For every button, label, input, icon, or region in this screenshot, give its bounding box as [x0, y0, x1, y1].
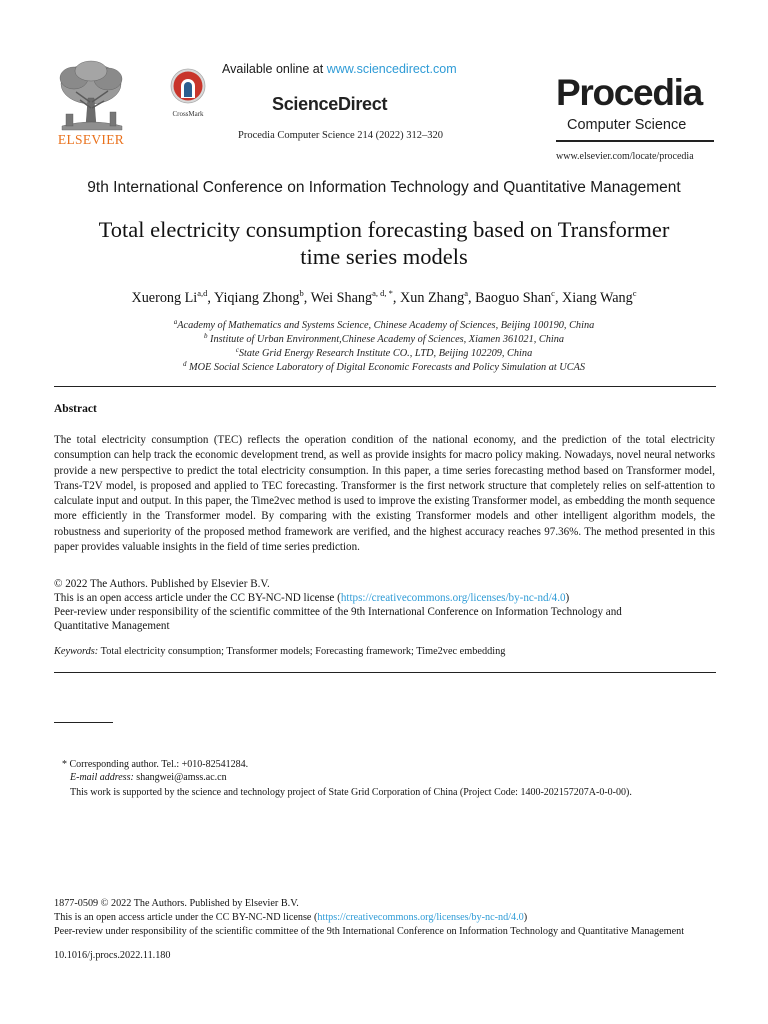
issn-line: 1877-0509 © 2022 The Authors. Published by Elsevier B.V.	[54, 898, 299, 909]
affiliation-sup: b	[203, 332, 208, 340]
journal-url[interactable]: www.elsevier.com/locate/procedia	[556, 151, 694, 162]
license-link[interactable]: https://creativecommons.org/licenses/by-nc-nd/4.0	[340, 592, 566, 604]
author-sup: c	[551, 288, 555, 298]
author-name: Wei Shang	[310, 290, 373, 306]
section-rule	[54, 386, 716, 387]
author-name: Xuerong Li	[131, 290, 198, 306]
affiliation	[0, 346, 768, 359]
available-online	[222, 62, 457, 76]
affiliation-sup: d	[182, 360, 187, 368]
license-line	[54, 592, 569, 604]
affiliation-text: MOE Social Science Laboratory of Digital Economic Forecasts and Policy Simulation at UCAS	[186, 362, 586, 373]
author-sup: a, d, *	[372, 288, 393, 298]
footnote-email	[70, 772, 227, 783]
keywords	[54, 646, 505, 657]
footnote-corresponding: * Corresponding author. Tel.: +010-82541284.	[62, 759, 249, 770]
title-line: time series models	[300, 244, 468, 269]
affiliation	[0, 318, 768, 331]
author-sup: a	[464, 288, 469, 298]
crossmark-label: CrossMark	[172, 110, 204, 118]
platform-name: ScienceDirect	[272, 94, 388, 114]
title-line: Total electricity consumption forecasting based on Transformer	[98, 217, 670, 242]
affiliation	[0, 360, 768, 373]
bottom-license-line	[54, 912, 527, 923]
conference-name: 9th International Conference on Information Technology and Quantitative Management	[87, 179, 681, 196]
doi[interactable]: 10.1016/j.procs.2022.11.180	[54, 950, 171, 961]
publisher-name: ELSEVIER	[57, 132, 125, 147]
author-name: Baoguo Shan	[475, 290, 552, 306]
bottom-license-suffix: )	[523, 912, 528, 923]
author-sup: a,d	[197, 288, 208, 298]
footnote-rule	[54, 722, 113, 723]
journal-title: Procedia	[556, 72, 702, 113]
crossmark-badge[interactable]	[166, 68, 210, 122]
email-label: E-mail address:	[70, 772, 134, 783]
journal-rule	[556, 140, 714, 142]
author-sup: c	[632, 288, 637, 298]
email-address[interactable]: shangwei@amss.ac.cn	[133, 772, 227, 783]
copyright-line: © 2022 The Authors. Published by Elsevier B.V.	[54, 578, 270, 590]
abstract-body: The total electricity consumption (TEC) reflects the operation condition of the national economy, and the prediction of the total electricity consumption can help track the economic development trend, as well as provide insights for macro policy making. Nowadays, novel neural networks provide a new perspective to predict the total electricity consumption. In this paper, a time series forecasting method based on Transformer model, Trans-T2V model, is proposed and applied to TEC forecasting. Transformer is the first network structure that completely relies on self-attention to calculate input and output. In this paper, the Time2vec method is used to improve the existing Transformer model, as embedding the month sequence more efficiently in the Transformer model. By comparing with the existing Transformer models and other intelligent algorithm models, the robustness and superiority of the proposed method framework are verified, and the highest accuracy reaches 97.36%. The method presented in this paper provides valuable insights in the field of time series prediction.	[54, 434, 715, 554]
affiliation	[0, 332, 768, 345]
available-prefix: Available online at	[222, 62, 327, 76]
affiliation-sup: a	[173, 318, 178, 326]
section-rule	[54, 672, 716, 673]
affiliation-sup: c	[235, 346, 239, 354]
crossmark-icon	[170, 68, 206, 104]
affiliation-text: Institute of Urban Environment,Chinese Academy of Sciences, Xiamen 361021, China	[207, 334, 565, 345]
bottom-license-link[interactable]: https://creativecommons.org/licenses/by-nc-nd/4.0	[317, 912, 524, 923]
bottom-peer-review: Peer-review under responsibility of the scientific committee of the 9th International Conference on Information Technology and Quantitative Management	[54, 926, 685, 937]
author-sup: b	[299, 288, 304, 298]
abstract-heading: Abstract	[54, 403, 97, 415]
author-name: Xun Zhang	[400, 290, 465, 306]
author-list: Xuerong Li$^{a,d}$, Yiqiang Zhong$^b$, Wei Shang$^{a, d, *}$, Xun Zhang$^a$, Baoguo Shan$^c$, Xiang Wang$^c$	[131, 288, 637, 306]
author-name: Yiqiang Zhong	[214, 290, 300, 306]
bottom-license-prefix: This is an open access article under the CC BY-NC-ND license (	[54, 912, 318, 923]
peer-review-line: Peer-review under responsibility of the scientific committee of the 9th International Conference on Information Technology and	[54, 606, 622, 618]
keywords-label: Keywords:	[54, 646, 99, 657]
sciencedirect-link[interactable]: www.sciencedirect.com	[326, 62, 457, 76]
footnote-funding: This work is supported by the science and technology project of State Grid Corporation of China (Project Code: 1400-202157207A-0-0-00).	[70, 787, 632, 798]
keywords-text: Total electricity consumption; Transformer models; Forecasting framework; Time2vec embedding	[98, 646, 506, 657]
journal-subtitle: Computer Science	[567, 117, 687, 133]
affiliation-text: State Grid Energy Research Institute CO., LTD, Beijing 102209, China	[238, 348, 533, 359]
peer-review-line: Quantitative Management	[54, 620, 170, 632]
affiliation-text: Academy of Mathematics and Systems Science, Chinese Academy of Sciences, Beijing 100190, China	[177, 320, 595, 331]
paper-title	[60, 216, 708, 270]
license-suffix: )	[565, 592, 570, 604]
journal-reference: Procedia Computer Science 214 (2022) 312–320	[238, 130, 443, 141]
author-name: Xiang Wang	[562, 290, 633, 306]
license-prefix: This is an open access article under the CC BY-NC-ND license (	[54, 592, 341, 604]
